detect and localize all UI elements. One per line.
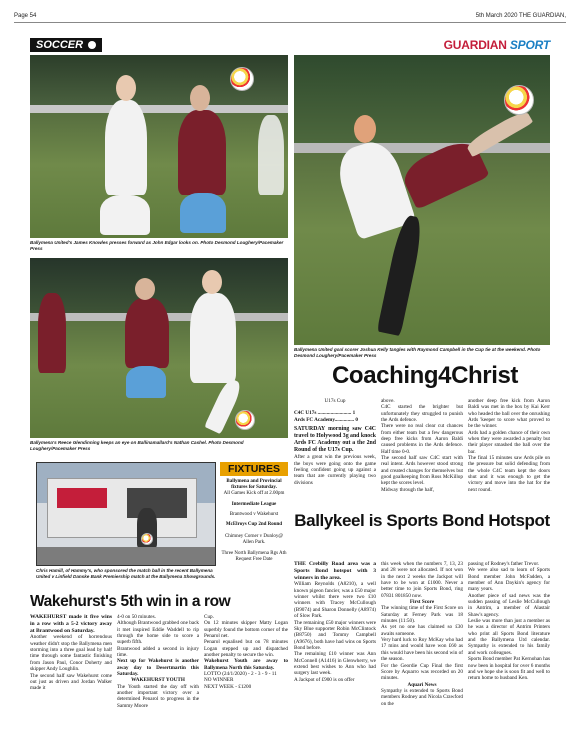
ballykeel-p10: Sympathy is extended to Sports Bond members Rodney and Nicola Crawford on the (381, 687, 463, 707)
coaching-cup: U17s Cup (324, 398, 346, 404)
brand-sport: SPORT (509, 38, 550, 52)
ballykeel-p3: The remaining £10 winner was Ann McConnell (A1416) in Glenwherry, we extend best wishes to Ann who had surgery last week. (294, 651, 376, 677)
photo-caption-2: Ballymena United goal scorer Joshua Kelly tangles with Raymond Campbell in the Cup tie at the weekend. Photo Desmond Loughery/Pacemaker Press (294, 347, 541, 358)
guardian-sport-logo (444, 38, 550, 52)
wakehurst-p10: Penarol equalised but on 78 minutes Logan stepped up and dispatched another penalty to secure the win. (204, 639, 288, 659)
wakehurst-lead: WAKEHURST made it five wins in a row with a 5-2 victory away at Brantwood on Saturday. (30, 614, 112, 634)
wakehurst-p9: On 12 minutes skipper Matty Logan superbly found the bottom corner of the Penarol net. (204, 620, 288, 640)
wakehurst-p1: Another weekend of horrendous weather didn't stop the Ballymena men storming into a three goal lead by half time through some fantastic finishing from Jason Paul, Conor Doherty and skipper Andy Loughlin. (30, 634, 112, 673)
ballykeel-p11: passing of Rodney's father Trevor. (468, 561, 540, 567)
ballykeel-p14: Leslie was more than just a member as he was a director of Antrim Printers who print all Sports Bond literature and the Ballymena Utd calendar. Sympathy is extended to his family and work colleagues. (468, 618, 550, 656)
coaching-score-1: C4C U17s .......................... 1 (294, 410, 356, 417)
ballykeel-p9: For the Geordie Cup Final the first Score by Aquarro was recorded on 20 minutes. (381, 662, 463, 682)
ballykeel-p15: Sports Bond member Pat Kernohan has now been in hospital for over 6 months and we hope she is soon fit and well to return home to husband Ken. (468, 656, 550, 682)
wakehurst-col-3 (204, 614, 288, 690)
coaching-p9: The final 15 minutes saw Ards pile on the pressure but solid defending from the whole C4C team kept the doors shut and it was enough to get the victory and move into the hat for the next round. (468, 455, 550, 493)
coaching-headline: Coaching4Christ (332, 362, 519, 389)
wakehurst-col-1 (30, 614, 112, 692)
photo-hammys-van (36, 462, 216, 566)
wakehurst-headline: Wakehurst's 5th win in a row (30, 593, 231, 610)
wakehurst-p4: Although Brantwood grabbed one back it met inspired Eddie Waddell to rip through the home side to score a superb fifth. (117, 620, 199, 646)
fixtures-intro: Ballymena and Provincial fixtures for Saturday. (226, 479, 282, 491)
fixtures-league: Intermediate League (231, 502, 277, 508)
fixtures-match-3: Three North Ballymena Rgs Ath Request Free Date (221, 550, 287, 562)
wakehurst-lotto: LOTTO (24/1/2020) - 2 - 3 - 9 - 11 (204, 671, 277, 678)
ballykeel-p4: A Jackpot of £900 is on offer (294, 676, 355, 683)
section-soccer-tag (30, 38, 102, 52)
coaching-lead: SATURDAY morning saw C4C travel to Holywood 3g and knock Ards FC Academy out a the 2nd Round of the U17s Cup. (294, 426, 376, 454)
ballykeel-p1: William Reynolds (A8210), a well known pigeon fancier, was a £50 major winner whilst there were two £10 winners with Tracey McCullough (B9074) and Sharon Donnelly (A8974) of Slow Park. (294, 581, 376, 620)
ballykeel-aquari-heading: Aquari News (407, 681, 437, 688)
ballykeel-col-1 (294, 561, 376, 683)
wakehurst-youth-heading: WAKEHURST YOUTH (131, 677, 185, 684)
fixtures-box (220, 462, 288, 563)
wakehurst-p6: Next up for Wakehurst is another away day to Desertmartin this Saturday. (117, 658, 199, 678)
publication-date: 5th March 2020 THE GUARDIAN, (475, 13, 566, 19)
ballykeel-p12: We were also sad to learn of Sports Bond member John McFadden, a member of Ann Daykin's agency for many years. (468, 567, 550, 593)
wakehurst-p7: The Youth started the day off with another important victory over a determined Penarol to progress in the Sammy Moore (117, 683, 199, 709)
soccer-ball-icon (88, 41, 96, 49)
photo-kelly-campbell (294, 55, 550, 345)
fixtures-match-2: Chimney Corner v Dunloy@ Allen Park. (224, 533, 284, 545)
ballykeel-col-2 (381, 561, 463, 707)
wakehurst-p5: Brantwood added a second in injury time. (117, 645, 199, 659)
ballykeel-headline: Ballykeel is Sports Bond Hotspot (294, 511, 550, 530)
coaching-p3: C4C started the brighter but unfortunately they struggled to punish the Ards defence. (381, 404, 463, 424)
ballykeel-p6: The winning time of the First Score on Saturday at Ferney Park was 18 minutes (11:50). (381, 605, 463, 625)
coaching-p1: After a great win the previous week, the boys were going onto the game feeling confident going up against a team that are currently playing two divisions (294, 454, 376, 486)
coaching-p6: Midway through the half, (381, 486, 435, 493)
photo-caption-1: Ballymena United's James Knowles presses forward as John Edgar looks on. Photo Desmond Loughery/Pacemaker Press (30, 240, 284, 251)
coaching-p4: There were no real clear cut chances from either team but a few dangerous deep free kicks from Aaron Baldi caused problems in the Ards defence. Half time 0-0. (381, 423, 463, 455)
ballykeel-p13: Another piece of sad news was the sudden passing of Leslie McCullough in Antrim, a member of Alastair Shaw's agency. (468, 592, 550, 618)
fixtures-match-1: Brantwood v Wakehurst (229, 512, 279, 518)
coaching-col-1 (294, 398, 376, 486)
coaching-score-2: Ards FC Academy............... 0 (294, 416, 358, 423)
ballykeel-col-3 (468, 561, 550, 682)
wakehurst-p2: The second half saw Wakehurst come out just as driven and Jordan Walker made it (30, 672, 112, 692)
wakehurst-lotto-result: NO WINNER (204, 677, 234, 684)
ballykeel-p8: Very hard luck to Roy McKay who had 17 mins and would have won £60 as this would have been his second win of the season. (381, 637, 463, 663)
fixtures-cup: McElroys Cup 2nd Round (225, 522, 283, 528)
photo-caption-3: Ballymena's Reece Glendinning keeps an eye on Ballinamallard's Nathan Cashel. Photo Desmond Loughery/Pacemaker Press (30, 440, 244, 451)
ballykeel-p7: As yet no one has claimed so £30 awaits someone. (381, 624, 463, 637)
coaching-p5: The second half saw C4C start with real intent. Ards however stood strong and created changes for themselves but good goalkeeping from Ross McKillop kept the scores level. (381, 455, 463, 487)
coaching-col-3 (468, 398, 550, 493)
wakehurst-p11: Wakehurst Youth are away to Ballymena North this Saturday. (204, 658, 288, 671)
ballykeel-p5: this week when the numbers 7, 13, 23 and 28 were not allocated. If not won in the next 2 weeks the Jackpot will have to be won at £1000. Never a better time to join Sports Bond, ring 07831 801850 now. (381, 561, 463, 599)
photo-caption-4: Chris Hamill, of Hammy's, who sponsored the match ball in the recent Ballymena United v Linfield Danske Bank Premiership match at the Ballymena Showgrounds. (36, 568, 216, 579)
ballykeel-lead: THE Crebilly Road area was a Sports Bond hotspot with 3 winners in the area. (294, 561, 376, 581)
fixtures-kickoff: All Games Kick off at 2.00pm (223, 491, 285, 497)
coaching-p7: another deep free kick from Aaron Baldi was met in the box by Kai Kerr who headed the ball over the onrushing Ards 'keeper to score what proved to be the winner. (468, 398, 550, 430)
photo-knowles-edgar (30, 55, 288, 238)
header-rule (14, 22, 566, 23)
wakehurst-col-2 (117, 614, 199, 709)
coaching-p2: above. (381, 398, 395, 404)
wakehurst-p3: 4-0 on 50 minutes. (117, 614, 156, 620)
ballykeel-first-score-heading: First Score (409, 599, 435, 606)
photo-glendinning-cashel (30, 258, 288, 438)
coaching-p8: Ards had a golden chance of their own when they were awarded a penalty but their player smashed the ball over the bar. (468, 429, 550, 455)
fixtures-label: FIXTURES (220, 462, 288, 476)
wakehurst-lotto-next: NEXT WEEK - £1200 (204, 683, 252, 690)
brand-guardian: GUARDIAN (443, 38, 507, 52)
page-number: Page 54 (14, 13, 37, 19)
coaching-col-2 (381, 398, 463, 493)
section-label: SOCCER (36, 39, 84, 51)
ballykeel-p2: The remaining £50 major winners were Sky Blue supporter Robin McClintock (B8750) and Tommy Campbell (A9676), both have had wins on Sports Bond before. (294, 619, 376, 651)
wakehurst-p8: Cup. (204, 614, 214, 620)
